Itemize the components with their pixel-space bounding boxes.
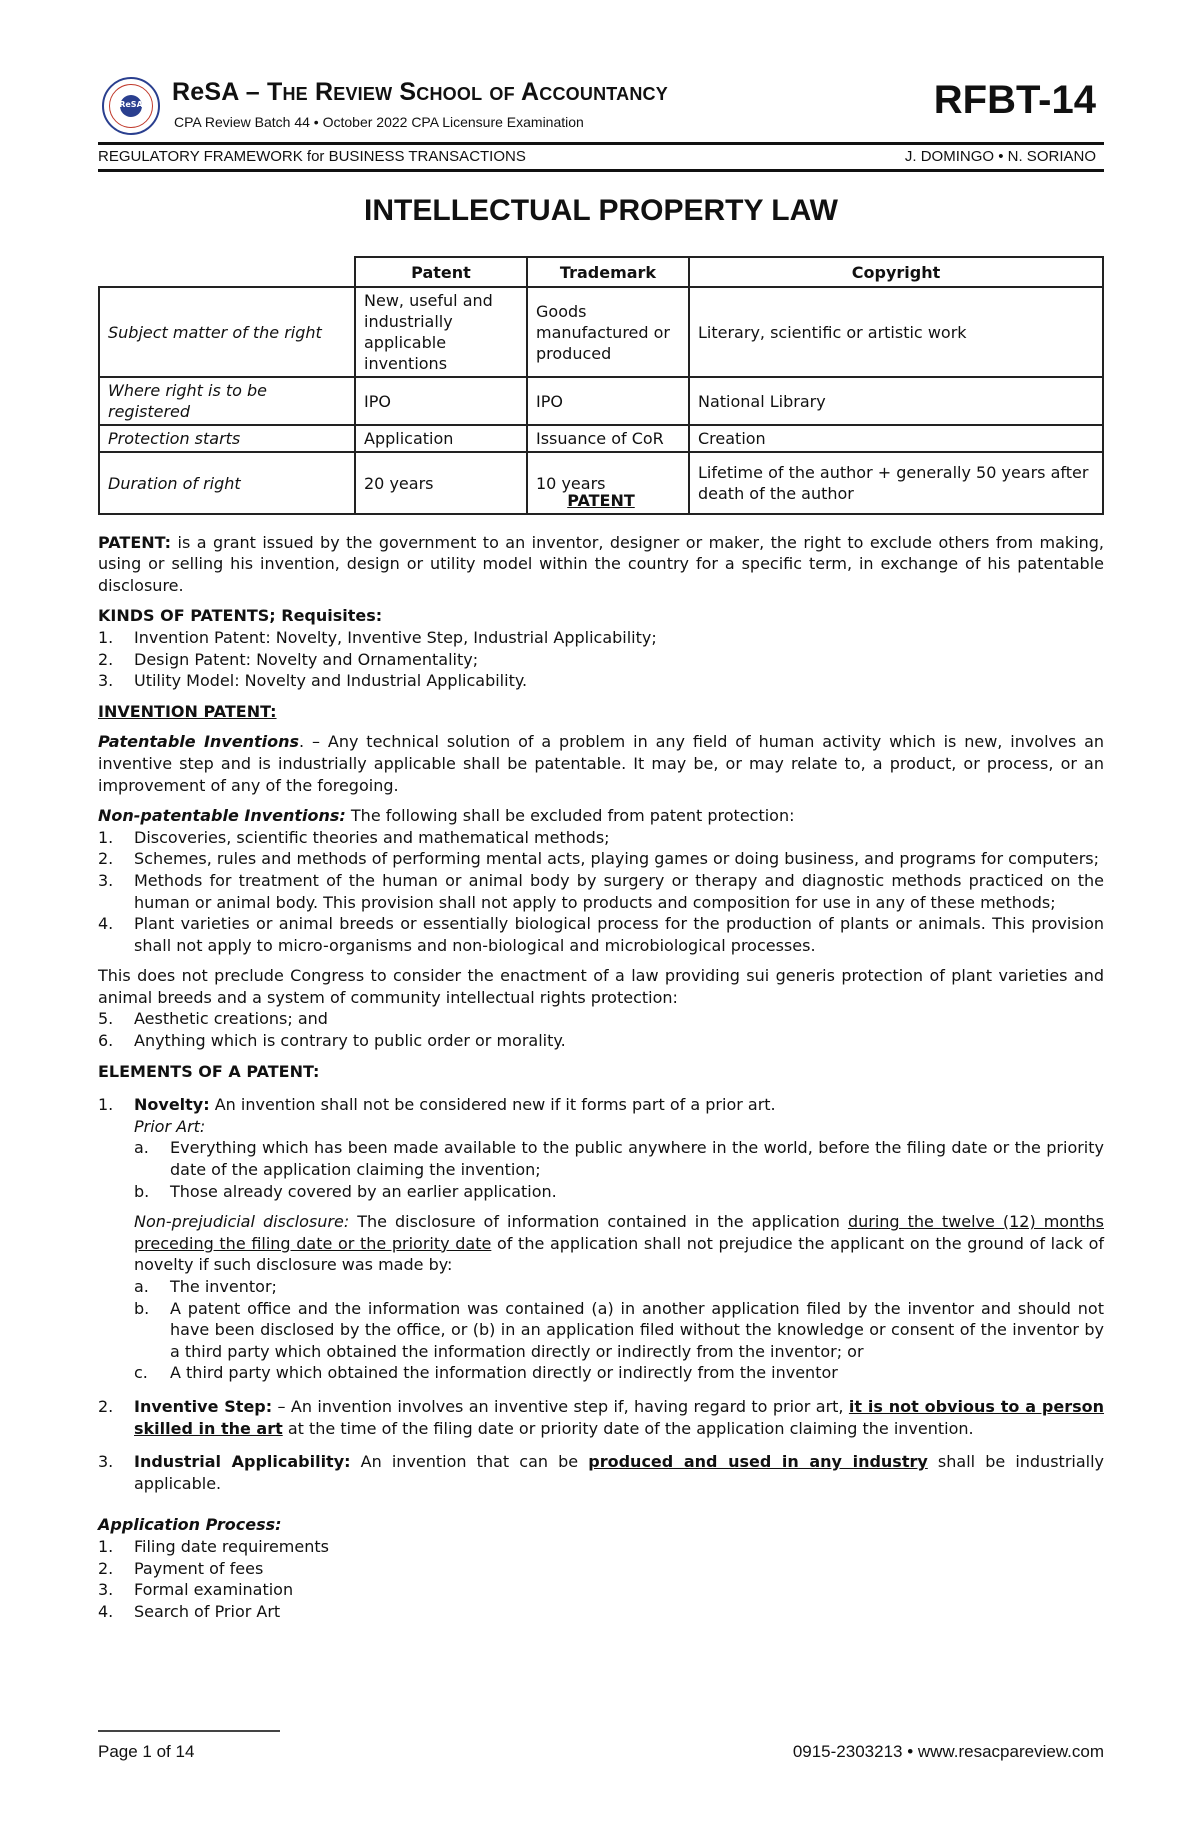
list-item: 3. Utility Model: Novelty and Industrial Applicability. (98, 671, 528, 691)
list-item: 2. Design Patent: Novelty and Ornamentality; (98, 649, 479, 669)
resa-logo (102, 77, 160, 135)
element-industrial-applicability (98, 1451, 1104, 1494)
list-item: 4. Search of Prior Art (98, 1601, 281, 1621)
industrial-emphasis: produced and used in any industry (588, 1452, 928, 1472)
list-item: b. Those already covered by an earlier application. (134, 1181, 557, 1201)
table-cell: Lifetime of the author + generally 50 years after death of the author (689, 452, 1103, 514)
nonpatentable-list-continued (98, 1008, 1104, 1051)
list-item: a. Everything which has been made available to the public anywhere in the world, before the filing date or the priority date of the application claiming the invention; (134, 1138, 1104, 1180)
batch-line: CPA Review Batch 44 • October 2022 CPA Licensure Examination (174, 114, 584, 130)
school-name (172, 78, 668, 107)
list-item: 1. Invention Patent: Novelty, Inventive Step, Industrial Applicability; (98, 627, 657, 647)
list-item: 1. Filing date requirements (98, 1536, 329, 1556)
list-item: 2. Schemes, rules and methods of performing mental acts, playing games or doing business, and programs for computers; (98, 849, 1100, 869)
element-lead: 2. Inventive Step: – An invention involves an inventive step if, having regard to prior art, it is not obvious to a person skilled in the art at the time of the filing date or priority date of the application claiming the invention. (98, 1396, 1105, 1438)
elements-heading: ELEMENTS OF A PATENT: (98, 1061, 320, 1081)
industrial-text: An invention that can be (350, 1452, 589, 1472)
table-cell: Literary, scientific or artistic work (689, 287, 1103, 377)
subject-line (98, 148, 1104, 165)
nonpatentable-term: Non-patentable Inventions: (98, 806, 346, 826)
row-label: Subject matter of the right (99, 287, 355, 377)
list-item: 3. Methods for treatment of the human or animal body by surgery or therapy and diagnostic methods practiced on the human or animal body. This provision shall not apply to products and composition for use in any of these methods; (98, 870, 1104, 912)
table-row (99, 425, 1103, 452)
industrial-text-2: shall be industrially applicable. (134, 1452, 1105, 1493)
list-item-text: Discoveries, scientific theories and mathematical methods; (134, 827, 610, 847)
patentable-term: Patentable Inventions (98, 732, 300, 752)
novelty-text: An invention shall not be considered new if it forms part of a prior art. (209, 1095, 776, 1115)
list-item-text: Plant varieties or animal breeds or essentially biological process for the production of plants or animals. This provision shall not apply to micro-organisms and non-biological and microbiological processes. (134, 914, 1104, 955)
list-item-text: Anything which is contrary to public order or morality. (134, 1031, 566, 1051)
list-item: c. A third party which obtained the information directly or indirectly from the inventor (134, 1363, 838, 1383)
row-label: Protection starts (99, 425, 355, 452)
element-lead: 1. Novelty: An invention shall not be considered new if it forms part of a prior art. (98, 1095, 776, 1115)
doc-code: RFBT-14 (933, 78, 1096, 122)
patent-definition (98, 532, 1104, 597)
subject-title: REGULATORY FRAMEWORK for BUSINESS TRANSACTIONS (98, 148, 526, 165)
list-item: b. A patent office and the information was contained (a) in another application filed by the inventor and should not have been disclosed by the office, or (b) in an application filed without the knowledge or consent of the inventor by a third party which obtained the information directly or indirectly from the inventor; or (134, 1298, 1104, 1361)
page-header (98, 70, 1104, 140)
novelty-term: Novelty: (134, 1095, 210, 1115)
list-item-text: A third party which obtained the information directly or indirectly from the inventor (170, 1363, 838, 1383)
npd-list (134, 1276, 1104, 1384)
comparison-table (98, 256, 1104, 515)
column-header: Patent (355, 257, 527, 287)
list-item-text: Payment of fees (134, 1558, 264, 1578)
table-cell: New, useful and industrially applicable inventions (355, 287, 527, 377)
list-item-text: Utility Model: Novelty and Industrial Applicability. (134, 671, 528, 691)
application-heading: Application Process: (98, 1515, 282, 1535)
element-novelty (98, 1094, 1104, 1384)
subheader-rule (98, 169, 1104, 172)
nonpatentable-list (98, 827, 1104, 957)
table-row (99, 377, 1103, 425)
prior-art-label: Prior Art: (134, 1116, 206, 1136)
inventive-emphasis: it is not obvious to a person skilled in the art (134, 1396, 1105, 1438)
npd-text: The disclosure of information contained in the application (349, 1212, 848, 1232)
table-cell: National Library (689, 377, 1103, 425)
header-rule (98, 142, 1104, 145)
list-item-text: Formal examination (134, 1580, 294, 1600)
list-item: 4. Plant varieties or animal breeds or essentially biological process for the production of plants or animals. This provision shall not apply to micro-organisms and non-biological and microbiological processes. (98, 914, 1104, 955)
footer-rule (98, 1730, 280, 1732)
row-label: Where right is to be registered (99, 377, 355, 425)
list-item-text: Those already covered by an earlier application. (170, 1181, 557, 1201)
footer-contact: 0915-2303213 • www.resacpareview.com (792, 1742, 1104, 1761)
page-title: INTELLECTUAL PROPERTY LAW (364, 194, 838, 227)
school-short: ReSA (172, 78, 239, 106)
list-item: 2. Payment of fees (98, 1558, 264, 1578)
list-item: 3. Formal examination (98, 1580, 294, 1600)
application-steps (98, 1536, 1104, 1622)
non-prejudicial-paragraph (134, 1211, 1104, 1276)
document-body (98, 490, 1104, 1631)
npd-text-2: of the application shall not prejudice the applicant on the ground of lack of novelty if such disclosure was made by: (134, 1233, 1105, 1275)
inventive-term: Inventive Step: (134, 1396, 273, 1416)
document-page (98, 70, 1105, 1621)
npd-label: Non-prejudicial disclosure: (134, 1212, 350, 1232)
element-lead: 3. Industrial Applicability: An invention that can be produced and used in any industry shall be industrially applicable. (98, 1452, 1105, 1493)
prior-art-block (98, 1116, 1104, 1384)
list-item: 1. Discoveries, scientific theories and mathematical methods; (98, 827, 610, 847)
list-item-text: Invention Patent: Novelty, Inventive Step, Industrial Applicability; (134, 627, 657, 647)
list-item-text: Filing date requirements (134, 1536, 329, 1556)
congress-paragraph: This does not preclude Congress to consider the enactment of a law providing sui generis protection of plant varieties and animal breeds and a system of community intellectual rights protection: (98, 966, 1104, 1007)
table-cell: Issuance of CoR (527, 425, 689, 452)
element-inventive-step (98, 1396, 1104, 1439)
inventive-text: – An invention involves an inventive step if, having regard to prior art, (272, 1396, 849, 1416)
prior-art-list (134, 1137, 1104, 1202)
patentable-text: . – Any technical solution of a problem in any field of human activity which is new, involves an inventive step and is industrially applicable shall be patentable. It may be, or may relate to, a product, or process, or an improvement of any of the foregoing. (98, 732, 1105, 795)
table-cell: 10 years (527, 452, 689, 514)
table-corner (99, 257, 355, 287)
table-cell: IPO (355, 377, 527, 425)
page-number: Page 1 of 14 (98, 1742, 195, 1761)
kinds-heading: KINDS OF PATENTS; Requisites: (98, 606, 383, 626)
table-cell: Creation (689, 425, 1103, 452)
definition-term: PATENT: (98, 532, 172, 552)
school-full: The Review School of Accountancy (266, 78, 668, 106)
list-item: 6. Anything which is contrary to public order or morality. (98, 1031, 566, 1051)
list-item: a. The inventor; (134, 1277, 277, 1296)
table-row (99, 287, 1103, 377)
list-item-text: Schemes, rules and methods of performing mental acts, playing games or doing business, and programs for computers; (134, 849, 1100, 869)
list-item-text: The inventor; (170, 1277, 277, 1296)
industrial-term: Industrial Applicability: (134, 1452, 351, 1472)
table-cell: Application (355, 425, 527, 452)
list-item-text: Search of Prior Art (134, 1601, 281, 1621)
column-header: Copyright (689, 257, 1103, 287)
column-header: Trademark (527, 257, 689, 287)
list-item-text: A patent office and the information was contained (a) in another application filed by the inventor and should not have been disclosed by the office, or (b) in an application filed without the knowledge or consent of the inventor by a third party which obtained the information directly or indirectly from the inventor; or (170, 1298, 1104, 1361)
table-cell: Goods manufactured or produced (527, 287, 689, 377)
logo-text: ReSA (119, 100, 143, 109)
inventive-text-2: at the time of the filing date or priority date of the application claiming the invention. (282, 1418, 974, 1438)
row-label: Duration of right (99, 452, 355, 514)
npd-underlined: during the twelve (12) months preceding the filing date or the priority date (134, 1212, 1104, 1253)
table-cell: IPO (527, 377, 689, 425)
authors: J. DOMINGO • N. SORIANO (904, 148, 1096, 165)
list-item-text: Aesthetic creations; and (134, 1009, 328, 1029)
invention-patent-heading: INVENTION PATENT: (98, 701, 277, 721)
list-item-text: Design Patent: Novelty and Ornamentality; (134, 649, 479, 669)
definition-text: is a grant issued by the government to an inventor, designer or maker, the right to exclude others from making, using or selling his invention, design or utility model within the country for a specific term, in exchange of his patentable disclosure. (98, 532, 1104, 595)
section-heading: PATENT (567, 491, 635, 510)
school-sep: – (238, 78, 267, 106)
list-item: 5. Aesthetic creations; and (98, 1009, 328, 1029)
kinds-list (98, 627, 1104, 692)
nonpatentable-text: The following shall be excluded from patent protection: (345, 806, 795, 826)
list-item-text: Methods for treatment of the human or animal body by surgery or therapy and diagnostic methods practiced on the human or animal body. This provision shall not apply to products and composition for use in any of these methods; (134, 870, 1104, 912)
table-header-row (99, 257, 1103, 287)
list-item-text: Everything which has been made available to the public anywhere in the world, before the filing date or the priority date of the application claiming the invention; (170, 1138, 1104, 1180)
nonpatentable-intro (98, 805, 1104, 827)
table-cell: 20 years (355, 452, 527, 514)
patentable-paragraph (98, 731, 1104, 796)
